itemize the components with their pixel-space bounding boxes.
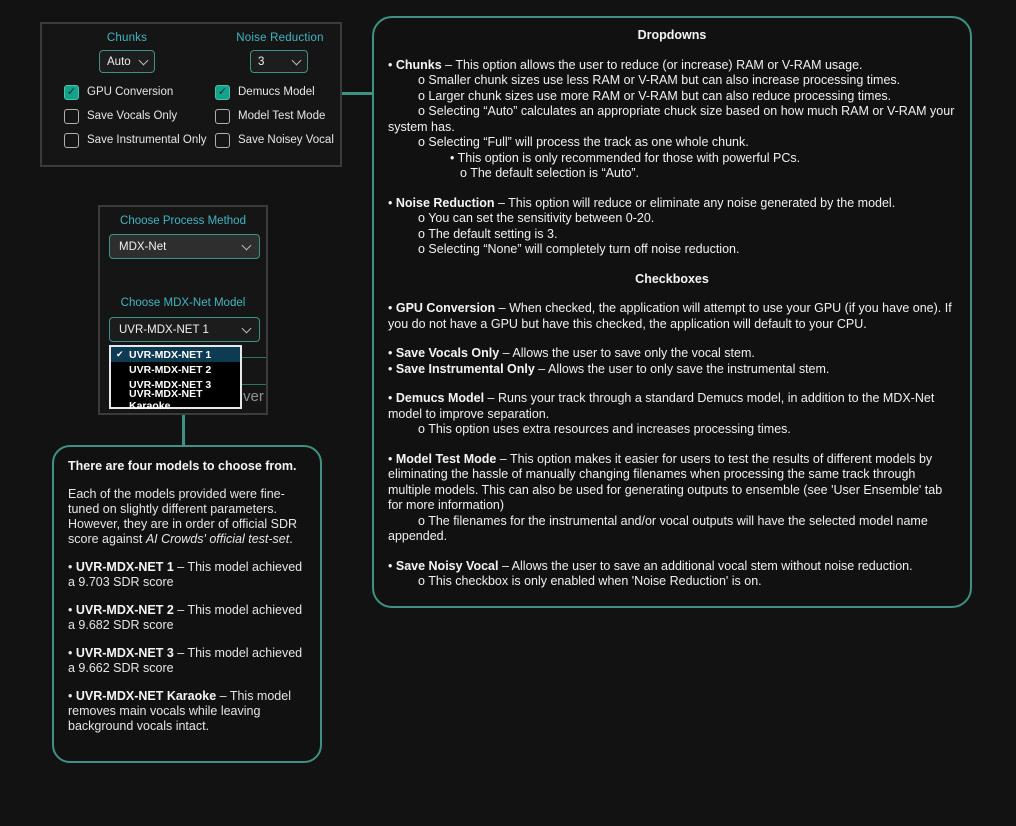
text-segment: . [289, 532, 293, 546]
checkbox-unchecked[interactable] [215, 133, 230, 148]
text-segment: Noise Reduction [395, 195, 495, 210]
text-segment: UVR-MDX-NET 3 [75, 646, 174, 660]
checkbox-checked[interactable] [215, 85, 230, 100]
text-segment: o The default setting is 3. [418, 226, 558, 241]
spacer [68, 547, 308, 560]
text-line [68, 560, 308, 590]
chevron-down-icon [292, 55, 302, 65]
text-segment: o Larger chunk sizes use more RAM or V-RAM but can also reduce processing times. [418, 88, 892, 103]
mdx-model-select-value: UVR-MDX-NET 1 [119, 323, 209, 336]
spacer [388, 377, 956, 391]
text-segment: Save Instrumental Only [395, 361, 535, 376]
info-panel [372, 16, 972, 608]
spacer [388, 332, 956, 346]
checkbox-row[interactable] [64, 85, 215, 100]
models-note-content [68, 459, 308, 734]
text-segment: o Selecting “Full” will process the track as one whole chunk. [418, 135, 749, 149]
spacer [68, 590, 308, 603]
text-segment: o This checkbox is only enabled when 'Noise Reduction' is on. [418, 574, 762, 588]
text-segment: • [388, 195, 396, 210]
checkbox-label: Save Noisey Vocal [238, 134, 334, 146]
text-line [388, 89, 956, 105]
text-segment: – This model achieved a 9.662 SDR score [68, 646, 303, 675]
text-segment: – This model achieved a 9.703 SDR score [68, 560, 303, 589]
text-segment: – Allows the user to only save the instrumental stem. [534, 361, 830, 376]
text-segment: – This option makes it easier for users to test the results of different models by eliminating the hassle of manually changing filenames when processing the same track through multiple models. This can also be used for generating outputs to ensemble (see 'User Ensemble' tab for more information) [388, 451, 943, 512]
text-line [388, 166, 956, 182]
mdx-model-select[interactable] [109, 317, 260, 342]
section-heading: Dropdowns [637, 28, 707, 42]
noise-reduction-label: Noise Reduction [236, 32, 324, 44]
text-segment: • [68, 646, 76, 660]
checkbox-row[interactable] [64, 109, 215, 124]
checkbox-grid [64, 80, 334, 152]
spacer [68, 633, 308, 646]
text-line [388, 346, 956, 362]
text-segment: Model Test Mode [395, 451, 497, 466]
text-line [388, 514, 956, 545]
menu-item-label: UVR-MDX-NET 3 [129, 378, 212, 391]
checkbox-checked[interactable] [64, 85, 79, 100]
text-segment: UVR-MDX-NET 2 [75, 603, 174, 617]
text-segment: AI Crowds' official test-set [145, 532, 290, 546]
text-segment: UVR-MDX-NET 1 [75, 560, 174, 574]
text-line [388, 422, 956, 438]
text-line [388, 151, 956, 167]
chevron-down-icon [139, 55, 149, 65]
checkbox-label: Model Test Mode [238, 110, 326, 122]
text-segment: – Allows the user to save only the vocal stem. [499, 346, 755, 360]
spacer [388, 287, 956, 301]
dropdown-menu-item[interactable] [111, 387, 240, 412]
text-segment: • [388, 391, 396, 405]
text-segment: There are four models to choose from. [68, 459, 297, 473]
text-line [388, 73, 956, 89]
text-segment: • [388, 558, 396, 573]
process-method-select[interactable] [109, 234, 260, 259]
text-line [388, 391, 956, 422]
check-icon: ✓ [217, 85, 228, 98]
text-segment: • [388, 301, 396, 315]
checkbox-unchecked[interactable] [215, 109, 230, 124]
text-segment: Chunks [395, 57, 442, 72]
text-segment: • [388, 361, 396, 376]
checkbox-label: Save Vocals Only [87, 110, 178, 122]
checkbox-unchecked[interactable] [64, 109, 79, 124]
options-panel [40, 22, 342, 167]
clipped-background-text: ver [243, 388, 264, 405]
text-line [68, 689, 308, 734]
text-line [68, 487, 308, 547]
text-segment: Demucs Model [395, 391, 485, 405]
text-segment: • [68, 560, 76, 574]
spacer [388, 438, 956, 452]
chunks-select[interactable] [99, 50, 155, 73]
noise-reduction-select[interactable] [250, 50, 308, 73]
checkbox-label: Save Instrumental Only [87, 134, 207, 146]
checkbox-unchecked[interactable] [64, 133, 79, 148]
text-line [68, 646, 308, 676]
text-line [388, 227, 956, 243]
spacer [68, 676, 308, 689]
text-segment: Each of the models provided were fine-tuned on slightly different parameters. However, they are in order of official SDR score against [68, 487, 298, 546]
noise-reduction-select-value: 3 [258, 55, 265, 68]
text-segment: – When checked, the application will attempt to use your GPU (if you have one). If you do not have a GPU but have this checked, the application will default to your CPU. [388, 301, 952, 331]
menu-item-label: UVR-MDX-NET 1 [129, 348, 212, 361]
dropdown-menu-item[interactable] [111, 347, 240, 362]
text-segment: – This model achieved a 9.682 SDR score [68, 603, 303, 632]
text-segment: GPU Conversion [395, 301, 496, 315]
spacer [388, 258, 956, 272]
menu-item-label: UVR-MDX-NET Karaoke [129, 387, 203, 412]
text-segment: o The default selection is “Auto”. [460, 166, 640, 180]
text-segment: Save Vocals Only [395, 346, 500, 360]
text-segment: o Selecting “None” will completely turn off noise reduction. [418, 242, 740, 256]
process-method-label: Choose Process Method [120, 215, 246, 227]
text-segment: o Smaller chunk sizes use less RAM or V-RAM but can also increase processing times. [418, 73, 901, 87]
process-method-panel [98, 205, 268, 415]
text-segment: o Selecting “Auto” calculates an appropriate chuck size based on how much RAM or V-RAM your system has. [388, 104, 955, 134]
text-line [388, 301, 956, 332]
dropdown-menu-item[interactable] [111, 362, 240, 377]
spacer [388, 44, 956, 58]
text-line [68, 459, 308, 474]
text-segment: o You can set the sensitivity between 0-20. [418, 211, 655, 225]
spacer [388, 545, 956, 559]
models-note-panel [52, 445, 322, 763]
text-line [388, 135, 956, 151]
text-segment: – This option allows the user to reduce (or increase) RAM or V-RAM usage. [441, 57, 863, 72]
text-line [388, 559, 956, 575]
spacer [68, 474, 308, 487]
chevron-down-icon [242, 240, 252, 250]
background-separator-line [242, 357, 266, 358]
text-segment: – This option will reduce or eliminate any noise generated by the model. [494, 195, 896, 210]
text-segment: • [388, 346, 396, 360]
text-segment: o The filenames for the instrumental and/or vocal outputs will have the selected model name appended. [388, 513, 928, 543]
process-method-select-value: MDX-Net [119, 240, 167, 253]
spacer [388, 182, 956, 196]
text-line [388, 211, 956, 227]
menu-item-label: UVR-MDX-NET 2 [129, 363, 212, 376]
text-segment: – Allows the user to save an additional vocal stem without noise reduction. [498, 558, 913, 573]
check-icon: ✓ [66, 85, 77, 98]
text-segment: • [388, 57, 396, 72]
checkbox-row[interactable] [215, 133, 334, 148]
checkbox-row[interactable] [215, 85, 334, 100]
checkbox-row[interactable] [64, 133, 215, 148]
text-segment: • [68, 603, 76, 617]
model-dropdown-menu [109, 345, 242, 412]
background-separator-line [242, 384, 266, 385]
text-segment: • This option is only recommended for those with powerful PCs. [450, 150, 801, 165]
info-panel-content [388, 28, 956, 590]
checkbox-label: GPU Conversion [87, 86, 174, 98]
text-segment: Save Noisy Vocal [395, 558, 499, 573]
text-line [388, 104, 956, 135]
text-line [388, 452, 956, 514]
text-segment: – Runs your track through a standard Demucs model, in addition to the MDX-Net model to improve separation. [388, 391, 935, 421]
connector-line-horizontal [342, 92, 372, 95]
text-line [388, 196, 956, 212]
chunks-label: Chunks [106, 32, 148, 44]
mdx-model-label: Choose MDX-Net Model [120, 297, 246, 309]
check-icon: ✔ [116, 349, 124, 359]
text-segment: – This model removes main vocals while leaving background vocals intact. [68, 689, 291, 733]
text-line [388, 58, 956, 74]
text-segment: o This option uses extra resources and increases processing times. [418, 422, 791, 436]
text-segment: • [68, 689, 76, 703]
chevron-down-icon [242, 323, 252, 333]
text-line [388, 362, 956, 378]
checkbox-row[interactable] [215, 109, 334, 124]
chunks-select-value: Auto [107, 55, 131, 68]
text-line [388, 574, 956, 590]
text-line [388, 242, 956, 258]
connector-line-vertical [182, 415, 185, 445]
section-heading: Checkboxes [635, 271, 709, 286]
text-segment: UVR-MDX-NET Karaoke [75, 689, 217, 703]
checkbox-label: Demucs Model [238, 86, 315, 98]
text-line [68, 603, 308, 633]
text-segment: • [388, 451, 396, 466]
